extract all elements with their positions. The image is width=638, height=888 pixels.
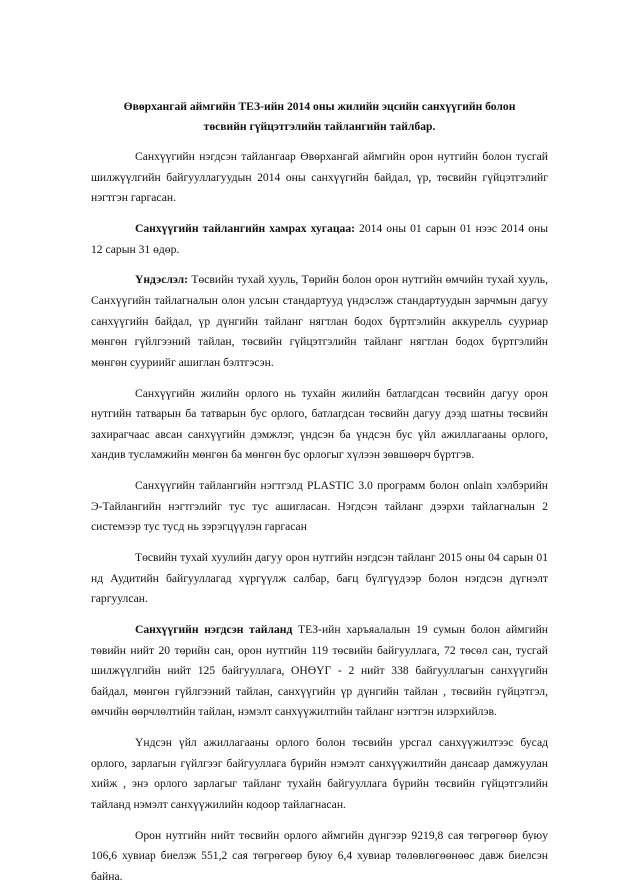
paragraph-audit (91, 548, 548, 610)
paragraph-revenue-text: Санхүүгийн жилийн орлого нь тухайн жилийн батлагдсан төсвийн дагуу орон нутгийн татварын ба татварын бус орлого, батлагдсан төсвийн дагуу дээд шатны төсвийн захирагчаас авсан санхүүгийн дэмжлэг, үндсэн ба үндсэн бус үйл ажиллагааны орлого, хандив тусламжийн мөнгөн ба мөнгөн бус орлогыг хүлээн зөвшөөрч бүртгэв. (91, 386, 548, 462)
paragraph-intro-text: Санхүүгийн нэгдсэн тайлангаар Өвөрхангай аймгийн орон нутгийн болон тусгай шилжүүлгийн байгууллагуудын 2014 оны санхүүгийн байдал, үр, төсвийн гүйцэтгэлийг нэгтгэн гаргасан. (91, 150, 548, 205)
title-line-1: Өвөрхангай аймгийн ТЕЗ-ийн 2014 оны жилийн эцсийн санхүүгийн болон (123, 100, 516, 113)
paragraph-transactions-text: Үндсэн үйл ажиллагааны орлого болон төсвийн урсгал санхүүжилтээс бусад орлого, зарлагын гүйлгээг байгууллага бүрийн нэмэлт санхүүжилтийн дансаар дамжуулан хийж , энэ орлого зарлагыг тайланг тухайн байгууллага бүрийн төсвийн гүйцэтгэлийн тайланд нэмэлт санхүүжилийн кодоор тайлагнасан. (91, 736, 548, 811)
paragraph-consolidated-label: Санхүүгийн нэгдсэн тайланд (135, 623, 293, 636)
paragraph-period-text: 2014 оны 01 сарын 01 нээс 2014 оны 12 сарын 31 өдөр. (91, 221, 548, 256)
paragraph-audit-text: Төсвийн тухай хуулийн дагуу орон нутгийн нэгдсэн тайланг 2015 оны 04 сарын 01 нд Аудитийн байгууллагад хүргүүлж салбар, бағц бүлгүүдээр болон нэгдсэн дүгнэлт гаргуулсан. (91, 551, 548, 606)
paragraph-intro (91, 147, 548, 209)
paragraph-results-text: Орон нутгийн нийт төсвийн орлого аймгийн дүнгээр 9219,8 сая төгрөгөөр буюу 106,6 хувиар биелэж 551,2 сая төгрөгөөр буюу 6,4 хувиар төлөвлөгөөнөөс давж биелсэн байна. (91, 828, 548, 883)
title-line-2: төсвийн гүйцэтгэлийн тайлангийн тайлбар. (203, 120, 436, 133)
paragraph-results (91, 826, 548, 888)
paragraph-software (91, 476, 548, 538)
paragraph-consolidated (91, 620, 548, 723)
paragraph-basis (91, 270, 548, 373)
paragraph-revenue (91, 384, 548, 466)
paragraph-basis-text: Төсвийн тухай хууль, Төрийн болон орон нутгийн өмчийн тухай хууль, Санхүүгийн тайлагналын олон улсын стандартууд үндэслэж стандартуудын зарчмын дагуу санхүүгийн байдал, үр дүнгийн тайланг нягтлан бодох бүртгэлийн аккурелль сууриар мөнгөн гүйлгээний тайлан, төсвийн гүйцэтгэлийн тайланг нягтлан бодох бүртгэлийн мөнгөн сууриийг ашиглан бэлтгэсэн. (91, 273, 548, 369)
paragraph-consolidated-text: ТЕЗ-ийн харъяалалын 19 сумын болон аймгийн төвийн нийт 20 төрийн сан, орон нутгийн 119 төсвийн байгууллага, 72 төсөл сан, тусгай шилжүүлгийн нийт 125 байгууллага, ОНӨҮГ - 2 нийт 338 байгууллагын санхүүгийн байдал, мөнгөн гүйлгээний тайлан, санхүүгийн үр дүнгийн тайлан , төсвийн гүйцэтгэл, өмчийн өөрчлөлтийн тайлан, нэмэлт санхүүжилтийн тайланг нэгтгэн илэрхийлэв. (91, 623, 548, 719)
paragraph-period (91, 219, 548, 260)
paragraph-basis-label: Үндэслэл: (135, 273, 189, 287)
paragraph-period-label: Санхүүгийн тайлангийн хамрах хугацаа: (135, 221, 355, 235)
paragraph-transactions (91, 733, 548, 815)
paragraph-software-text: Санхүүгийн тайлангийн нэгтгэлд PLASTIC 3.0 программ болон onlain хэлбэрийн Э-Тайлангийн нэгтгэлийг тус тус ашигласан. Нэгдсэн тайланг дээрхи тайлагналын 2 системээр тус тусд нь зэрэгцүүлэн гаргасан (91, 479, 548, 534)
document-title (91, 97, 548, 137)
